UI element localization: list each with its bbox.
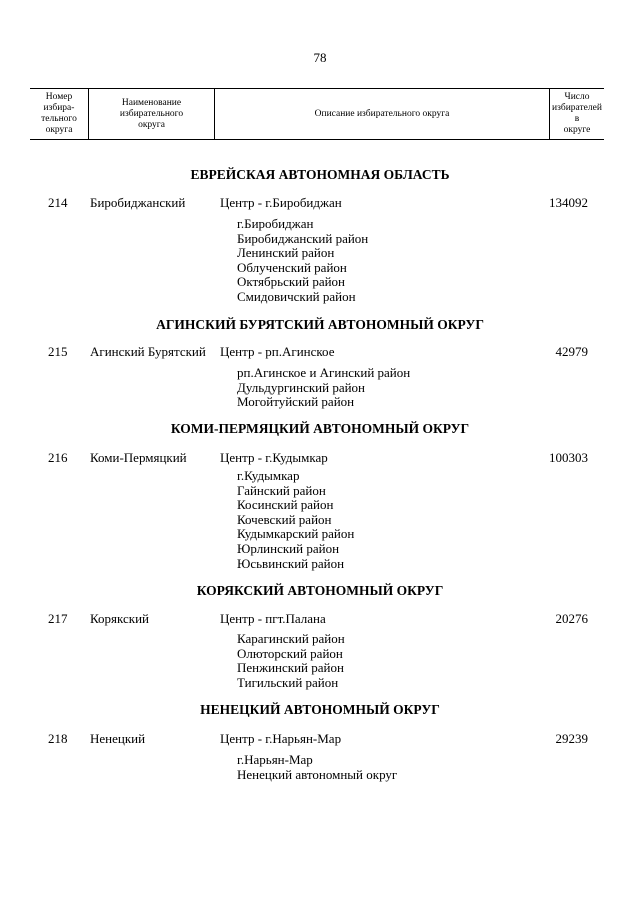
area-list: [237, 632, 345, 690]
area-item: г.Биробиджан: [237, 216, 314, 231]
voter-count: 100303: [549, 450, 588, 465]
area-item: Облученский район: [237, 259, 347, 275]
area-item: Пенжинский район: [237, 660, 344, 676]
area-item: Олюторский район: [237, 645, 343, 661]
district-number: 214: [48, 195, 68, 210]
section-title: АГИНСКИЙ БУРЯТСКИЙ АВТОНОМНЫЙ ОКРУГ: [156, 317, 484, 332]
district-center: Центр - рп.Агинское: [220, 344, 335, 359]
area-item: Биробиджанский район: [237, 230, 369, 246]
area-item: Юсьвинский район: [237, 555, 345, 571]
area-item: Ненецкий автономный округ: [237, 766, 398, 782]
area-item: Могойтуйский район: [237, 394, 355, 410]
header-district-description: Описание избирательного округа: [215, 89, 550, 139]
area-item: г.Кудымкар: [237, 468, 300, 483]
area-item: Кочевский район: [237, 511, 332, 527]
area-list: [237, 217, 368, 305]
section-title: КОРЯКСКИЙ АВТОНОМНЫЙ ОКРУГ: [196, 583, 444, 598]
district-center: Центр - г.Нарьян-Мар: [220, 731, 342, 746]
area-item: Косинский район: [237, 497, 334, 513]
district-center: Центр - г.Биробиджан: [220, 195, 342, 210]
area-item: г.Нарьян-Мар: [237, 752, 313, 767]
area-item: Смидовичский район: [237, 288, 356, 304]
district-name: Корякский: [90, 611, 149, 626]
section-title: КОМИ-ПЕРМЯЦКИЙ АВТОНОМНЫЙ ОКРУГ: [170, 421, 470, 436]
area-item: Юрлинский район: [237, 540, 340, 556]
area-item: Кудымкарский район: [237, 526, 355, 542]
district-center: Центр - г.Кудымкар: [220, 450, 328, 465]
area-list: [237, 366, 410, 410]
section-title: ЕВРЕЙСКАЯ АВТОНОМНАЯ ОБЛАСТЬ: [190, 167, 450, 182]
district-name: Коми-Пермяцкий: [90, 450, 187, 465]
area-list: [237, 753, 397, 782]
voter-count: 29239: [555, 731, 588, 746]
voter-count: 42979: [555, 344, 588, 359]
area-item: Карагинский район: [237, 631, 345, 646]
area-item: Гайнский район: [237, 482, 326, 498]
area-item: рп.Агинское и Агинский район: [237, 365, 411, 380]
table-header: [30, 88, 604, 140]
district-number: 217: [48, 611, 68, 626]
area-list: [237, 469, 354, 571]
voter-count: 134092: [549, 195, 588, 210]
district-name: Агинский Бурятский: [90, 344, 206, 359]
header-voter-count: Число избирателей в округе: [552, 92, 602, 135]
area-item: Тигильский район: [237, 674, 339, 690]
header-district-number: Номер избира- тельного округа: [30, 89, 89, 139]
area-item: Октябрьский район: [237, 274, 345, 290]
district-name: Ненецкий: [90, 731, 146, 746]
area-item: Дульдургинский район: [237, 379, 366, 395]
voter-count: 20276: [555, 611, 588, 626]
section-title: НЕНЕЦКИЙ АВТОНОМНЫЙ ОКРУГ: [200, 702, 440, 717]
district-number: 215: [48, 344, 68, 359]
header-district-name: Наименование избирательного округа: [89, 89, 215, 139]
district-center: Центр - пгт.Палана: [220, 611, 326, 626]
district-name: Биробиджанский: [90, 195, 186, 210]
district-number: 216: [48, 450, 68, 465]
page-number: 78: [313, 50, 327, 65]
district-number: 218: [48, 731, 68, 746]
area-item: Ленинский район: [237, 245, 335, 261]
